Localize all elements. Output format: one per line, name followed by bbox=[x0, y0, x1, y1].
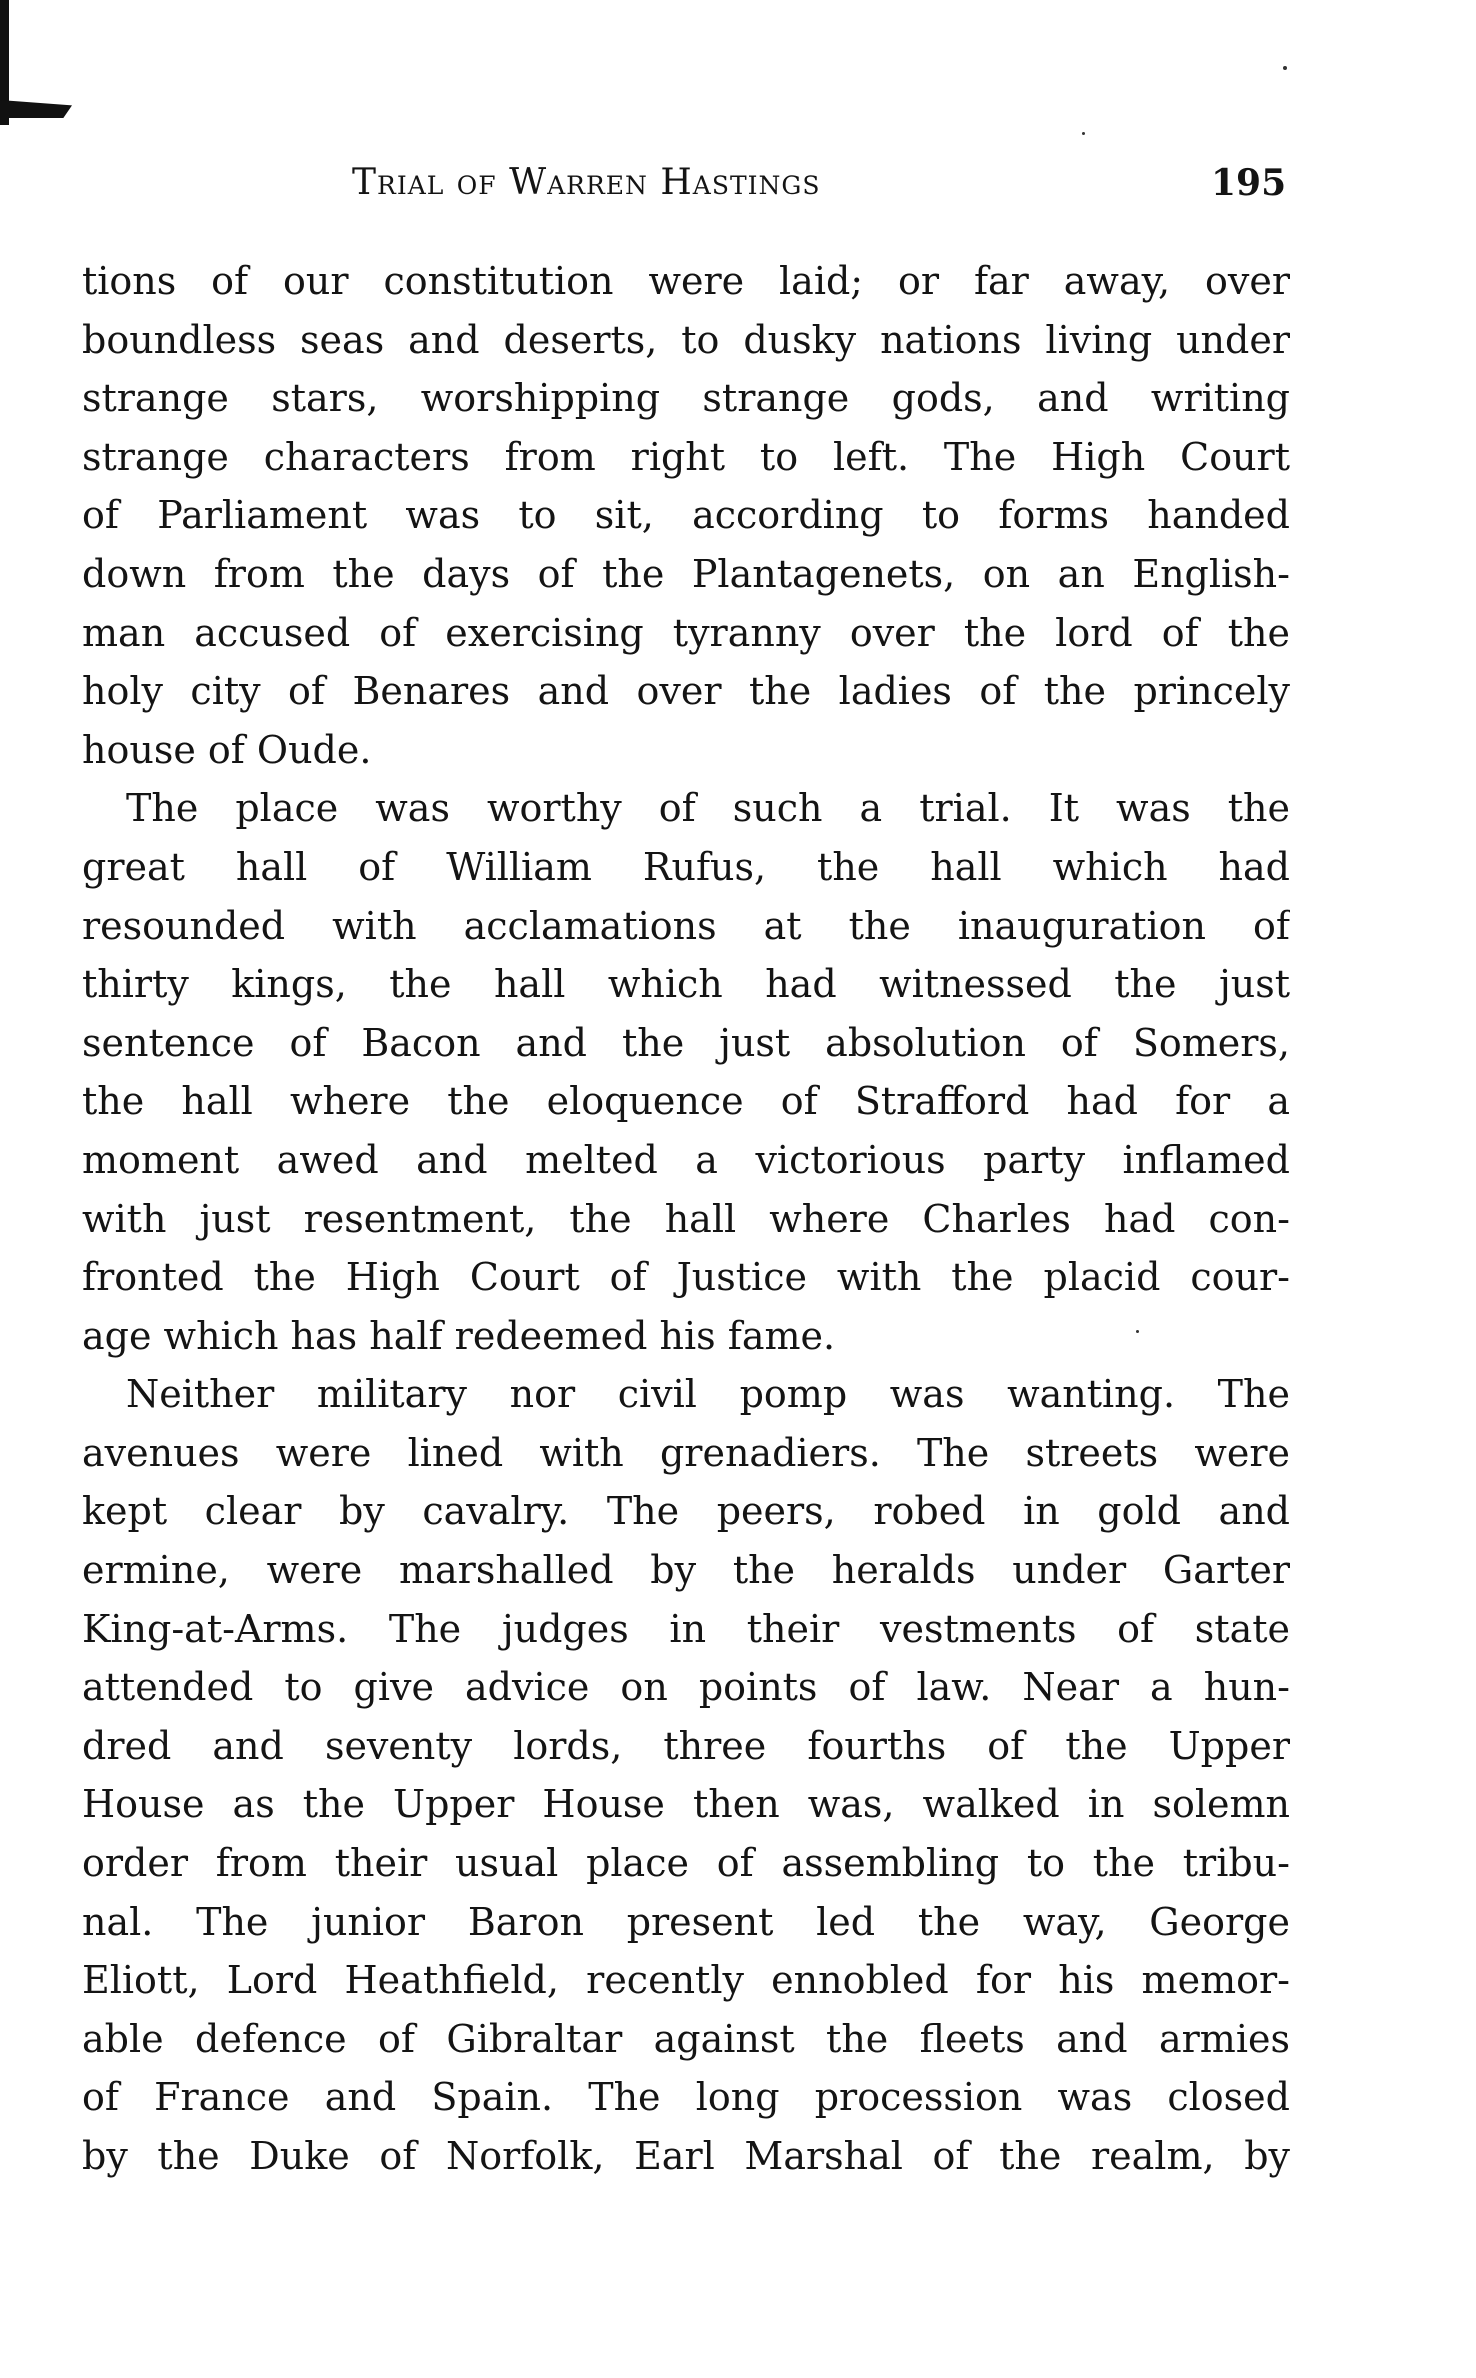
text-line: of Parliament was to sit, according to forms handed bbox=[82, 493, 1290, 538]
scan-corner-mark bbox=[0, 0, 78, 140]
text-line: ermine, were marshalled by the heralds under Garter bbox=[82, 1548, 1290, 1593]
scan-corner-mark-horizontal bbox=[0, 100, 72, 118]
page-number: 195 bbox=[1211, 162, 1287, 204]
text-line: sentence of Bacon and the just absolution of Somers, bbox=[82, 1020, 1290, 1065]
text-line: fronted the High Court of Justice with the placid cour- bbox=[82, 1255, 1290, 1300]
scan-speck bbox=[1283, 66, 1287, 70]
text-line: resounded with acclamations at the inauguration of bbox=[82, 903, 1290, 948]
text-line: strange stars, worshipping strange gods, and writing bbox=[82, 376, 1290, 421]
text-line: The place was worthy of such a trial. It was the bbox=[126, 786, 1290, 831]
text-line: Neither military nor civil pomp was wanting. The bbox=[126, 1372, 1290, 1417]
text-line: of France and Spain. The long procession was closed bbox=[82, 2075, 1290, 2120]
text-line: nal. The junior Baron present led the way, George bbox=[82, 1899, 1290, 1944]
body-text bbox=[82, 252, 1290, 2186]
text-line: house of Oude. bbox=[82, 727, 372, 772]
text-line: boundless seas and deserts, to dusky nations living under bbox=[82, 317, 1290, 362]
text-line: moment awed and melted a victorious party inflamed bbox=[82, 1137, 1290, 1182]
text-line: by the Duke of Norfolk, Earl Marshal of the realm, by bbox=[82, 2134, 1290, 2178]
text-line: with just resentment, the hall where Charles had con- bbox=[82, 1196, 1290, 1241]
text-line: King-at-Arms. The judges in their vestments of state bbox=[82, 1606, 1290, 1651]
text-line: Eliott, Lord Heathfield, recently ennobled for his memor- bbox=[82, 1958, 1290, 2003]
text-line: thirty kings, the hall which had witnessed the just bbox=[82, 962, 1290, 1007]
text-line: holy city of Benares and over the ladies of the princely bbox=[82, 669, 1290, 714]
text-line: the hall where the eloquence of Strafford had for a bbox=[82, 1079, 1290, 1124]
text-line: kept clear by cavalry. The peers, robed in gold and bbox=[82, 1489, 1290, 1534]
text-line: down from the days of the Plantagenets, on an English- bbox=[82, 551, 1290, 596]
text-line: age which has half redeemed his fame. bbox=[82, 1313, 836, 1358]
text-line: attended to give advice on points of law. Near a hun- bbox=[82, 1665, 1290, 1710]
scan-speck bbox=[1082, 132, 1085, 135]
running-title: Trial of Warren Hastings bbox=[352, 162, 821, 203]
text-line: great hall of William Rufus, the hall which had bbox=[82, 844, 1290, 889]
text-line: man accused of exercising tyranny over the lord of the bbox=[82, 610, 1290, 655]
text-line: strange characters from right to left. The High Court bbox=[82, 434, 1290, 479]
running-head bbox=[0, 162, 1476, 212]
text-line: House as the Upper House then was, walked in solemn bbox=[82, 1782, 1290, 1827]
text-line: able defence of Gibraltar against the fleets and armies bbox=[82, 2016, 1290, 2061]
text-line: order from their usual place of assembling to the tribu- bbox=[82, 1841, 1290, 1886]
text-line: tions of our constitution were laid; or far away, over bbox=[82, 259, 1290, 303]
text-line: dred and seventy lords, three fourths of the Upper bbox=[82, 1723, 1290, 1768]
text-line: avenues were lined with grenadiers. The streets were bbox=[82, 1430, 1290, 1475]
